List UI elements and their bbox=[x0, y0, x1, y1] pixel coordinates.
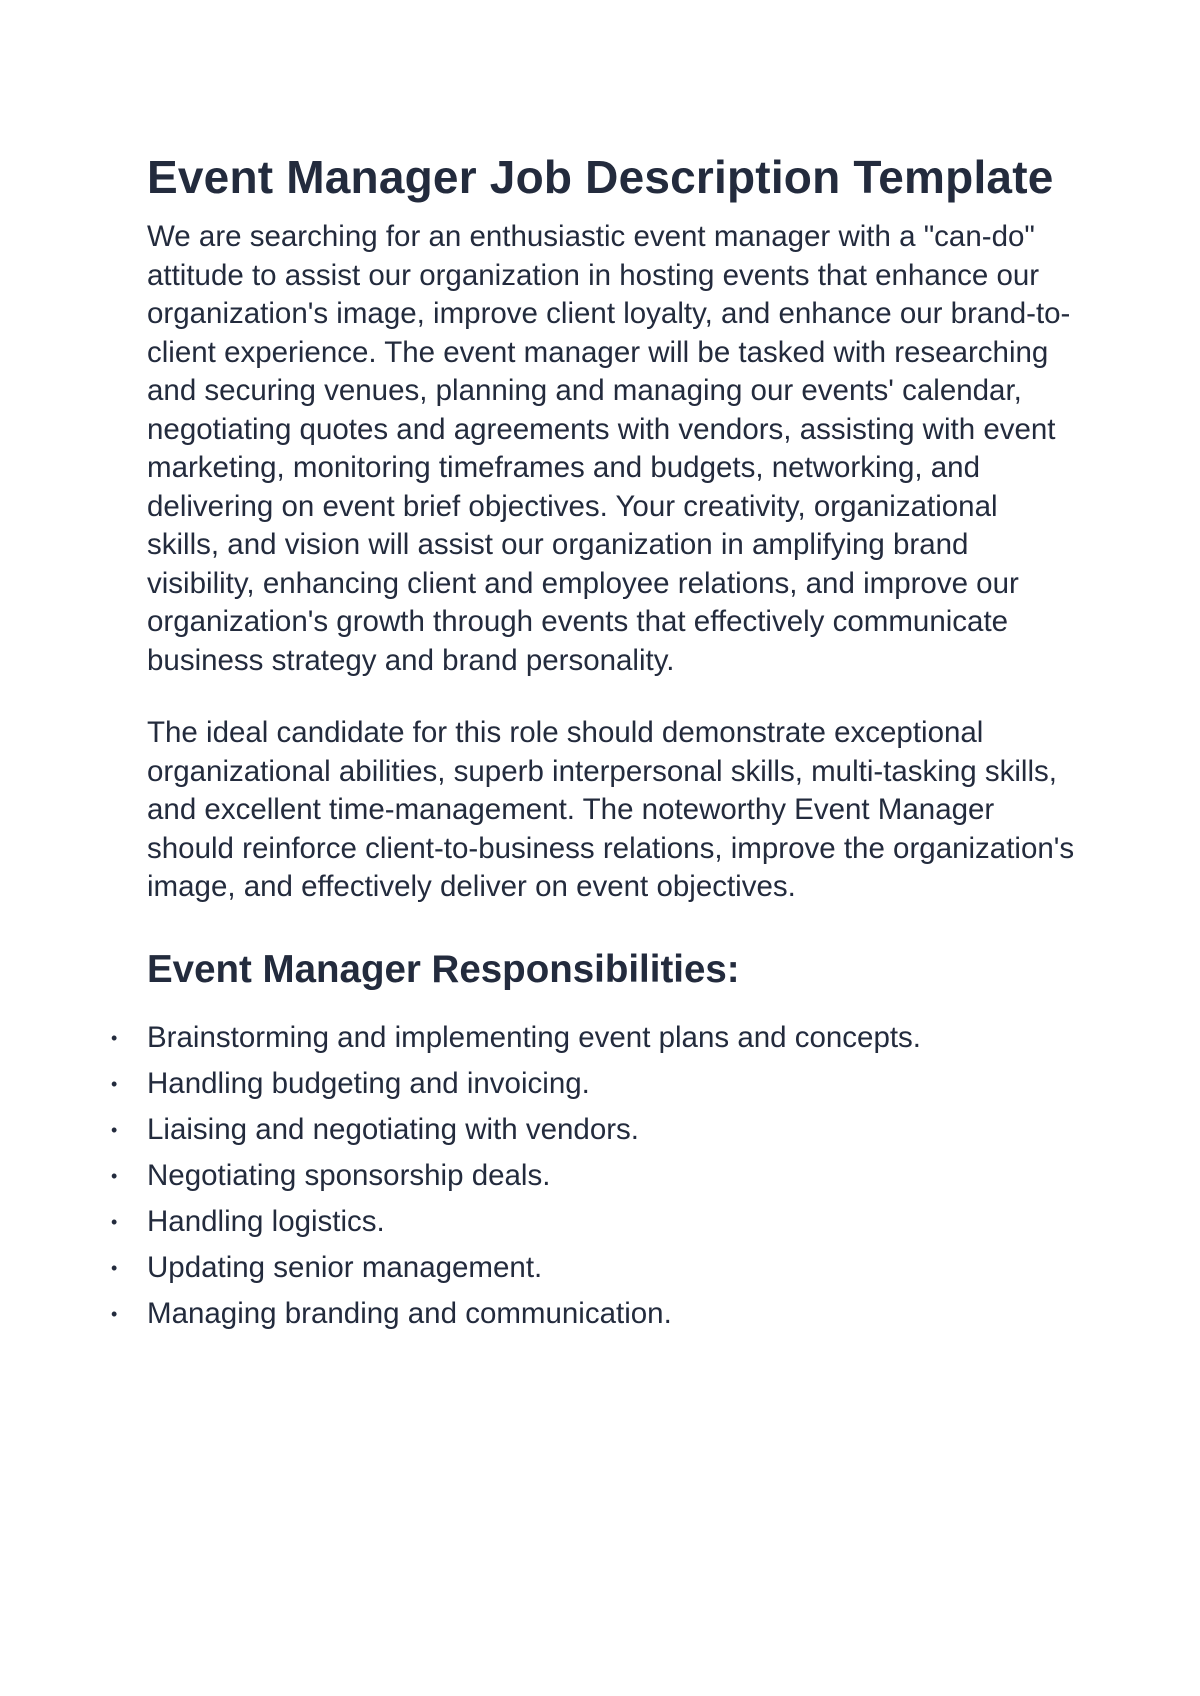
document-page bbox=[111, 148, 1077, 1337]
list-item bbox=[111, 1245, 1077, 1291]
bullet-icon: • bbox=[111, 1303, 118, 1324]
list-item-text: Negotiating sponsorship deals. bbox=[147, 1158, 551, 1192]
intro-paragraph: We are searching for an enthusiastic event manager with a "can-do" attitude to assist our organization in hosting events that enhance our organization's image, improve client loyalty, and enhance our brand-to-client experience. The event manager will be tasked with researching and securing venues, planning and managing our events' calendar, negotiating quotes and agreements with vendors, assisting with event marketing, monitoring timeframes and budgets, networking, and delivering on event brief objectives. Your creativity, organizational skills, and vision will assist our organization in amplifying brand visibility, enhancing client and employee relations, and improve our organization's growth through events that effectively communicate business strategy and brand personality. bbox=[147, 220, 1071, 677]
responsibilities-list bbox=[111, 1015, 1077, 1337]
bullet-icon: • bbox=[111, 1211, 118, 1232]
list-item bbox=[111, 1199, 1077, 1245]
ideal-candidate-paragraph: The ideal candidate for this role should demonstrate exceptional organizational abilities, superb interpersonal skills, multi-tasking skills, and excellent time-management. The noteworthy Event Manager should reinforce client-to-business relations, improve the organization's image, and effectively deliver on event objectives. bbox=[147, 716, 1075, 903]
list-item bbox=[111, 1107, 1077, 1153]
list-item-text: Handling logistics. bbox=[147, 1204, 385, 1238]
bullet-icon: • bbox=[111, 1027, 118, 1048]
responsibilities-heading: Event Manager Responsibilities: bbox=[147, 947, 740, 991]
list-item-text: Handling budgeting and invoicing. bbox=[147, 1066, 590, 1100]
bullet-icon: • bbox=[111, 1257, 118, 1278]
bullet-icon: • bbox=[111, 1165, 118, 1186]
list-item-text: Updating senior management. bbox=[147, 1250, 543, 1284]
list-item bbox=[111, 1015, 1077, 1061]
list-item-text: Brainstorming and implementing event plans and concepts. bbox=[147, 1020, 922, 1054]
list-item bbox=[111, 1153, 1077, 1199]
list-item-text: Liaising and negotiating with vendors. bbox=[147, 1112, 639, 1146]
bullet-icon: • bbox=[111, 1119, 118, 1140]
list-item bbox=[111, 1291, 1077, 1337]
document-title: Event Manager Job Description Template bbox=[147, 151, 1054, 203]
bullet-icon: • bbox=[111, 1073, 118, 1094]
list-item bbox=[111, 1061, 1077, 1107]
list-item-text: Managing branding and communication. bbox=[147, 1296, 672, 1330]
